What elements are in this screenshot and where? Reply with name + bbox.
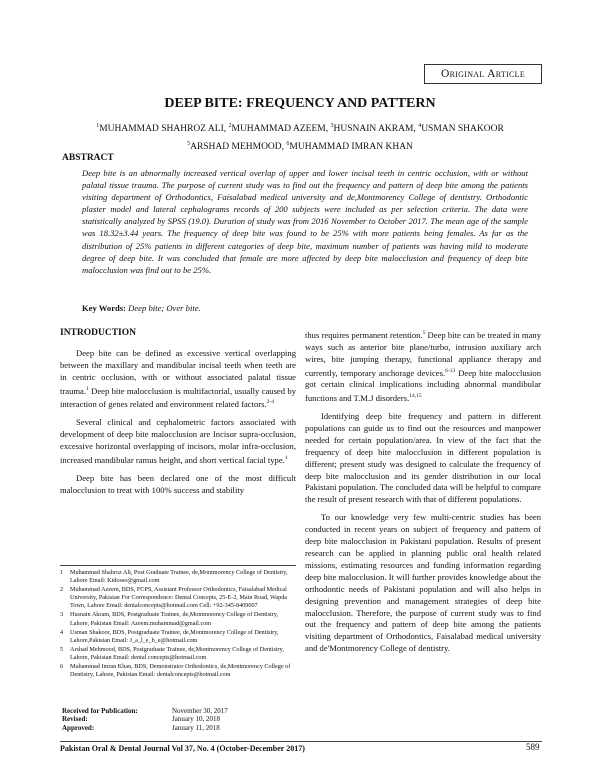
author: $^4$USMAN SHAKOOR (418, 123, 504, 135)
abstract-heading: ABSTRACT (62, 153, 114, 163)
footnote-divider (60, 565, 296, 566)
date-row: Revised: January 10, 2018 (62, 715, 221, 724)
footnote: 3 Husnain Akram, BDS, Postgraduate Trainee, de,Montmorency College of Dentistry, Lahore, Pakistan Email: Azeem.muhammad@gmail.com (60, 611, 279, 627)
paragraph: Identifying deep bite frequency and pattern in different populations can guide us to find out the resources and manpower needed for certain population/area. In view of the fact that the frequency of deep bite malocclusion in different population is different; present study was designed to calculate the frequency of deep bite malocclusion and its gender distribution in our local Pakistani population. The concluded data will be helpful to compare the result of present research with that of different populations. (305, 411, 541, 505)
author: $^6$MUHAMMAD IMRAN KHAN (286, 141, 413, 153)
author: $^1$MUHAMMAD SHAHROZ ALI, (96, 123, 229, 135)
author: $^5$ARSHAD MEHMOOD, (187, 141, 287, 153)
footnote: 1 Muhammad Shahroz Ali, Post Graduate Trainee, de,Montmorency College of Dentistry, Lahore Email: Kidosso@gmail.com (60, 569, 288, 585)
journal-footer: Pakistan Oral & Dental Journal Vol 37, No. 4 (October-December 2017) (60, 744, 305, 753)
footnote: 5 Arshad Mehmood, BDS, Postgraduate Trainee, de,Montmorency College of Dentistry, Lahore, Pakistan Email: dental concepts@hotmail.com (60, 645, 284, 661)
footnote: 4 Usman Shakoor, BDS, Postgraduate Trainee, de,Montmorency College of Dentistry, Lahore,Pakistan Email: J_a_l_e_b_e@hotmail.com (60, 628, 279, 644)
article-type-label: Original Article (424, 64, 542, 84)
page-number: 589 (526, 742, 540, 752)
keywords (82, 303, 201, 313)
paragraph: To our knowledge very few multi-centric studies has been conducted in recent years on subject of frequency and pattern of deep bite malocclusion in Pakistani population. Results of present research can be applied in planning public oral health related missions, estimating resources and funding information regarding deep bite malocclusion. It will further provides knowledge about the orthodontic needs of Pakistani population and will also helps in designing prevention and management strategies of deep bite malocclusion. Therefore, the purpose of current study was to find out the frequency and pattern of deep bite among the patients visiting department of Orthodontics, Faisalabad medical university and de'Montmorency College of dentistry. (305, 512, 541, 654)
abstract-text: Deep bite is an abnormally increased vertical overlap of upper and lower incisal teeth in centric occlusion, with or without palatal tissue trauma. The purpose of current study was to find out the frequency and pattern of deep bite among the patients visiting department of Orthodontics, Faisalabad medical university and de,Montmorency College of dentistry. Orthodontic plaster model and lateral cephalograms records of 200 subjects were included as per selection criteria. The data were statistically analyzed by SPSS (19.0). Duration of study was from 2016 November to October 2017. The mean age of the sample was 18.32±3.44 years. The frequency of deep bite was found to be 25% with more patients being females. As far as the distribution of 25% patients in different categories of deep bite, maximum number of patients was having mild to moderate degree of deep bite. It was concluded that female are more affected by deep bite malocclusion and frequency of deep bite malocclusion was find out to be 25%. (82, 168, 528, 275)
article-title: DEEP BITE: FREQUENCY AND PATTERN (164, 96, 436, 111)
paragraph: Several clinical and cephalometric factors associated with development of deep bite malocclusion are Incisor supra-occlusion, excessive horizontal overlapping of incisors, molar infra-occlusion, increased mandibular ramus height, and short vertical facial type.$^1$ (60, 417, 296, 465)
date-row: Approved: January 11, 2018 (62, 723, 220, 732)
paragraph: thus requires permanent retention.$^5$ Deep bite can be treated in many ways such as anterior bite plane/turbo, intrusion auxiliary arch wires, bite jumping therapy, functional appliance therapy and currently, temporary anchorage devices.$^{6-13}$ Deep bite malocclusion got certain clinical implications including abnormal mandibular functions and T.M.J disorders.$^{14,15}$ (305, 329, 541, 404)
footnotes (60, 569, 296, 680)
keywords-label: Key Words: (82, 303, 127, 313)
paragraph: Deep bite has been declared one of the most difficult malocclusion to treat with 100% success and stability (60, 472, 296, 495)
right-column (305, 328, 541, 661)
footnote: 6 Muhammad Imran Khan, BDS, Demonstrator Orthodontics, de,Montmorency College of Dentistry, Lahore, Pakistan Email: dentalconcepts@hotmail.com (60, 663, 291, 679)
paragraph: Deep bite can be defined as excessive vertical overlapping between the maxillary and mandibular incisal teeth when teeth are in centric occlusion, with or without associated palatal tissue trauma.$^1$ Deep bite malocclusion is multifactorial, usually caused by interaction of genes related and environment related factors.$^{2-4}$ (60, 347, 296, 410)
footer-divider (60, 741, 542, 742)
section-heading-introduction: INTRODUCTION (60, 328, 137, 338)
author: $^3$HUSNAIN AKRAM, (330, 123, 419, 135)
author-list (50, 119, 550, 155)
left-column (60, 328, 296, 502)
keywords-value: Deep bite; Over bite. (126, 303, 201, 313)
publication-dates (62, 707, 228, 732)
footnote: 2 Muhammad Azeem, BDS, FCPS, Assistant Professor Orthodontics, Faisalabad Medical University, Pakistan For Correspondence: Dental Concepts, 25-E-2, Main Road, Wapda Town, Lahore Email: dentalconcepts@hotmail.com Cell: +92-345-8409007 (60, 586, 288, 610)
date-row: Received for Publication: November 30, 2017 (62, 707, 228, 715)
author: $^2$MUHAMMAD AZEEM, (228, 123, 331, 135)
